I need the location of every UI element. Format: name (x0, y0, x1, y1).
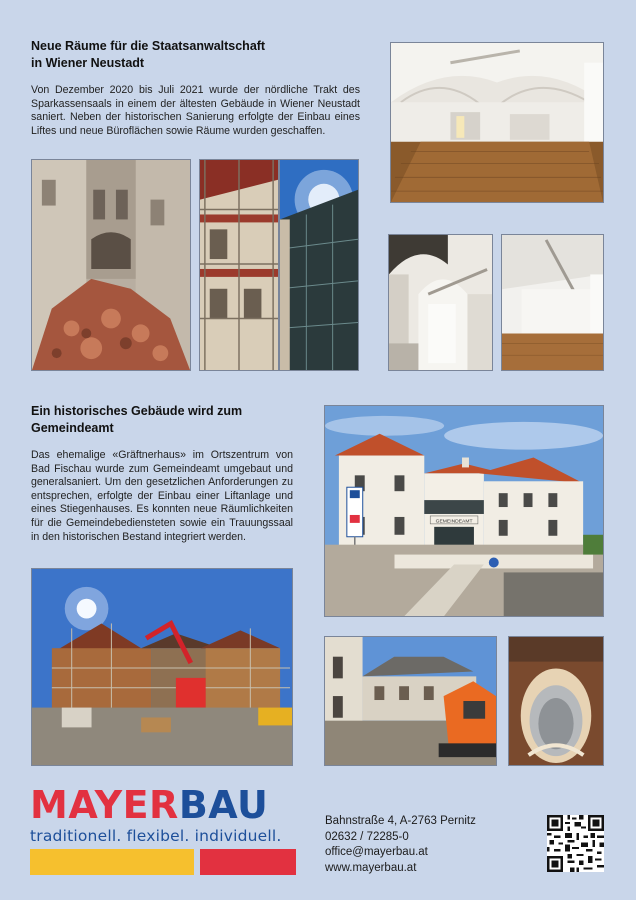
photo-vaulted-hall (390, 42, 604, 203)
photo-excavator-yard (31, 568, 293, 766)
contact-email[interactable]: office@mayerbau.at (325, 846, 428, 858)
logo-bar-red (200, 849, 296, 875)
section2-title-line1: Ein historisches Gebäude wird zum (31, 404, 243, 418)
contact-website[interactable]: www.mayerbau.at (325, 861, 417, 874)
logo-bar-yellow (30, 849, 194, 875)
logo-word-blue: BAU (178, 783, 269, 827)
photo-gemeindeamt-building (324, 405, 604, 617)
photo-courtyard-excavator (324, 636, 497, 766)
photo-scaffold-facade (199, 159, 279, 371)
logo-word-red: MAYER (30, 783, 179, 827)
contact-phone: 02632 / 72285-0 (325, 830, 409, 843)
section1-title-line2: in Wiener Neustadt (31, 56, 145, 70)
section1-heading (31, 38, 331, 72)
section2-heading (31, 403, 321, 437)
section2-text-block (31, 449, 293, 544)
section1-body: Von Dezember 2020 bis Juli 2021 wurde der nördliche Trakt des Sparkassensaals in einem der ältesten Gebäude in Wiener Neustadt saniert. Neben der historischen Sanierung erfolgte der Einbau eines Liftes und neue Büroflächen sowie Räume wurden geschaffen. (31, 84, 360, 137)
mayerbau-logo (30, 783, 296, 875)
section2-body: Das ehemalige «Gräftnerhaus» im Ortszentrum von Bad Fischau wurde zum Gemeindeamt umgebaut und generalsaniert. Um den gesetzlichen Anforderungen zu entsprechen, erfolgte der Einbau einer Liftanlage und eines Stiegenhauses. Es konnten neue Räumlichkeiten für die Gemeindebediensteten sowie ein Trauungssaal in den historischen Bestand integriert werden. (31, 449, 293, 543)
photo-demolition-courtyard (31, 159, 191, 371)
photo-stair-detail (508, 636, 604, 766)
photo-glass-elevator (279, 159, 359, 371)
section1-title-line1: Neue Räume für die Staatsanwaltschaft (31, 39, 266, 53)
contact-address: Bahnstraße 4, A-2763 Pernitz (325, 815, 476, 827)
contact-block (325, 814, 476, 876)
photo-arch-corridor (388, 234, 493, 371)
logo-color-bars (30, 849, 296, 875)
qr-code-icon[interactable] (547, 815, 604, 872)
section1-text-block (31, 84, 360, 138)
section2-title-line2: Gemeindeamt (31, 421, 114, 435)
logo-tagline: traditionell. flexibel. individuell. (30, 827, 282, 845)
logo-wordmark (30, 783, 296, 827)
building-sign-text: GEMEINDEAMT (435, 519, 473, 525)
photo-empty-office (501, 234, 604, 371)
